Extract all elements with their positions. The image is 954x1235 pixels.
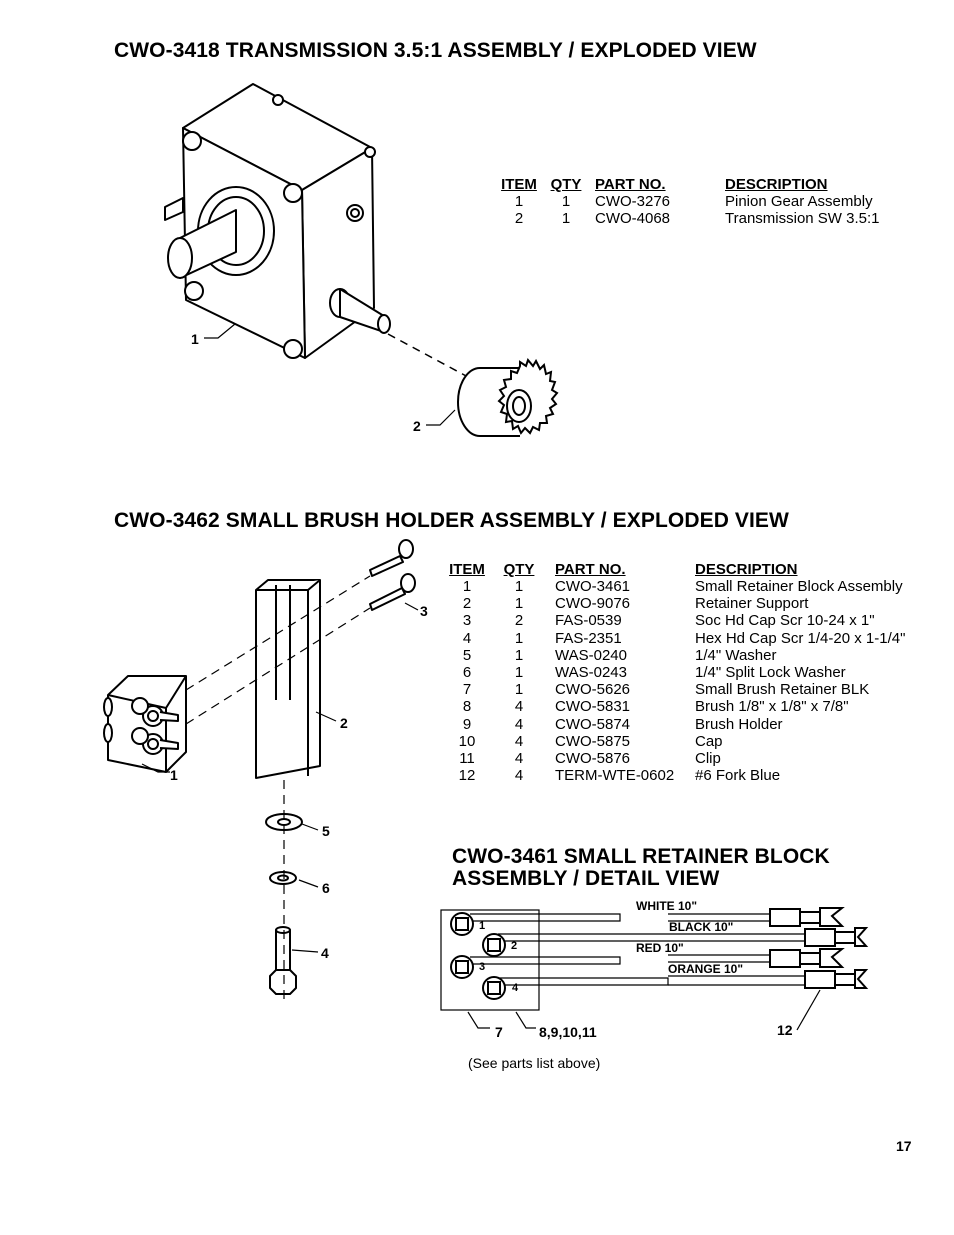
cell-part: CWO-5876	[555, 750, 631, 768]
callout-2-s2: 2	[340, 715, 348, 731]
cell-part: CWO-3461	[555, 578, 631, 595]
cell-item: 5	[462, 646, 472, 664]
cell-part: FAS-2351	[555, 629, 622, 647]
cell-desc: Cap	[695, 732, 723, 750]
cell-qty: 4	[514, 767, 524, 785]
section3-title-line2: ASSEMBLY / DETAIL VIEW	[452, 867, 720, 890]
col-desc: DESCRIPTION	[695, 561, 798, 578]
cell-item: 7	[462, 681, 472, 699]
callout-7-s3: 7	[495, 1024, 503, 1040]
cell-part: CWO-5626	[555, 681, 631, 699]
cell-qty: 1	[561, 193, 571, 210]
col-item: ITEM	[449, 561, 485, 578]
cell-item: 10	[458, 732, 476, 750]
col-part: PART NO.	[555, 561, 626, 578]
cell-item: 1	[462, 578, 472, 595]
position-label-3: 3	[479, 961, 486, 973]
cell-item: 2	[462, 595, 472, 613]
cell-item: 9	[462, 715, 472, 733]
cell-desc: 1/4" Washer	[695, 646, 777, 664]
cell-part: CWO-3276	[595, 193, 671, 210]
callout-12-s3: 12	[777, 1022, 793, 1038]
position-label-2: 2	[511, 940, 518, 952]
cell-qty: 4	[514, 732, 524, 750]
cell-item: 2	[514, 210, 524, 228]
cell-qty: 1	[514, 681, 524, 699]
cell-part: CWO-4068	[595, 210, 671, 228]
cell-qty: 1	[514, 629, 524, 647]
callout-3-s2: 3	[420, 603, 428, 619]
cell-desc: Retainer Support	[695, 595, 809, 613]
wire-label-white: WHITE 10"	[636, 899, 698, 913]
cell-part: CWO-9076	[555, 595, 631, 613]
callout-2-s1: 2	[413, 418, 421, 434]
col-qty: QTY	[503, 561, 535, 578]
see-parts-note: (See parts list above)	[468, 1055, 601, 1071]
position-label-4: 4	[512, 982, 519, 994]
cell-part: FAS-0539	[555, 612, 622, 630]
cell-qty: 1	[561, 210, 571, 228]
col-qty: QTY	[550, 176, 582, 193]
cell-qty: 1	[514, 595, 524, 613]
position-label-1: 1	[479, 920, 486, 932]
cell-qty: 2	[514, 612, 524, 630]
cell-item: 1	[514, 193, 524, 210]
cell-item: 3	[462, 612, 472, 630]
cell-item: 11	[459, 750, 475, 768]
col-desc: DESCRIPTION	[725, 176, 828, 193]
cell-desc: Transmission SW 3.5:1	[725, 210, 880, 228]
cell-desc: 1/4" Split Lock Washer	[695, 664, 846, 682]
section3-title-line1: CWO-3461 SMALL RETAINER BLOCK	[452, 845, 830, 868]
cell-part: TERM-WTE-0602	[555, 767, 675, 785]
cell-desc: #6 Fork Blue	[695, 767, 781, 785]
cell-part: WAS-0240	[555, 646, 627, 664]
cell-item: 6	[462, 664, 472, 682]
page-number: 17	[896, 1138, 912, 1154]
cell-qty: 1	[514, 646, 524, 664]
cell-desc: Brush 1/8" x 1/8" x 7/8"	[695, 698, 849, 716]
cell-part: WAS-0243	[555, 664, 627, 682]
cell-desc: Brush Holder	[695, 715, 783, 733]
callout-1-s1: 1	[191, 331, 199, 347]
callout-6-s2: 6	[322, 880, 330, 896]
cell-desc: Small Brush Retainer BLK	[695, 681, 870, 699]
wire-label-orange: ORANGE 10"	[668, 962, 744, 976]
cell-item: 12	[458, 767, 476, 785]
cell-qty: 4	[514, 698, 524, 716]
wire-label-red: RED 10"	[636, 941, 684, 955]
cell-item: 8	[462, 698, 472, 716]
callout-8-11-s3: 8,9,10,11	[539, 1024, 597, 1040]
cell-part: CWO-5874	[555, 715, 631, 733]
col-part: PART NO.	[595, 176, 666, 193]
section1-title: CWO-3418 TRANSMISSION 3.5:1 ASSEMBLY / EXPLODED VIEW	[114, 39, 757, 62]
callout-4-s2: 4	[321, 945, 329, 961]
callout-5-s2: 5	[322, 823, 330, 839]
section2-title: CWO-3462 SMALL BRUSH HOLDER ASSEMBLY / EXPLODED VIEW	[114, 509, 789, 532]
cell-part: CWO-5831	[555, 698, 631, 716]
cell-qty: 1	[514, 664, 524, 682]
cell-desc: Hex Hd Cap Scr 1/4-20 x 1-1/4"	[695, 629, 906, 647]
cell-qty: 4	[514, 715, 524, 733]
wire-label-black: BLACK 10"	[669, 920, 734, 934]
callout-1-s2: 1	[170, 767, 178, 783]
cell-qty: 1	[514, 578, 524, 595]
cell-item: 4	[462, 629, 472, 647]
cell-desc: Pinion Gear Assembly	[725, 193, 873, 210]
cell-part: CWO-5875	[555, 732, 631, 750]
cell-qty: 4	[514, 750, 524, 768]
cell-desc: Clip	[695, 750, 721, 768]
cell-desc: Small Retainer Block Assembly	[695, 578, 903, 595]
cell-desc: Soc Hd Cap Scr 10-24 x 1"	[695, 612, 875, 630]
col-item: ITEM	[501, 176, 537, 193]
